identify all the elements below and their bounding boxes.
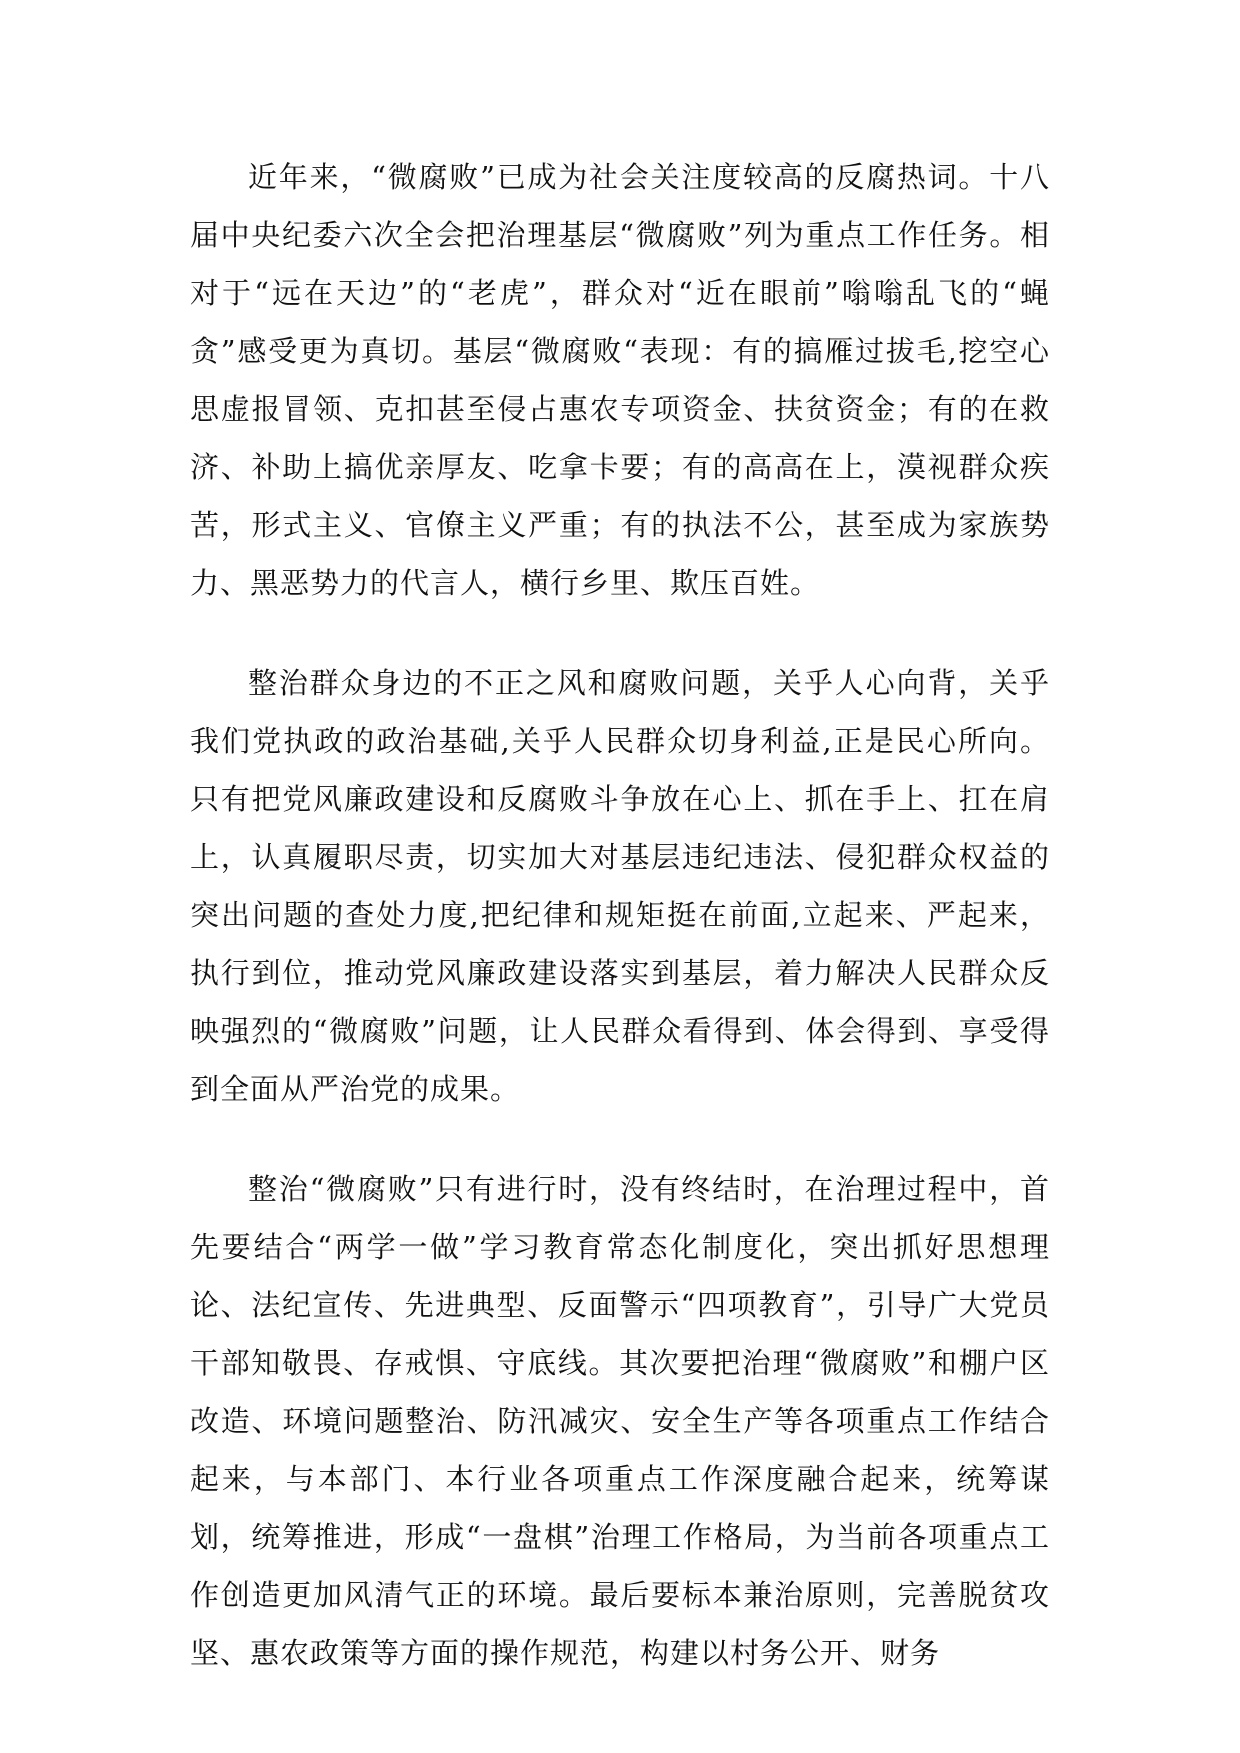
paragraph-1: 近年来，“微腐败”已成为社会关注度较高的反腐热词。十八届中央纪委六次全会把治理基层“微腐败”列为重点工作任务。相对于“远在天边”的“老虎”，群众对“近在眼前”嗡嗡乱飞的“蝇贪”感受更为真切。基层“微腐败“表现：有的搞雁过拔毛,挖空心思虚报冒领、克扣甚至侵占惠农专项资金、扶贫资金；有的在救济、补助上搞优亲厚友、吃拿卡要；有的高高在上，漠视群众疾苦，形式主义、官僚主义严重；有的执法不公，甚至成为家族势力、黑恶势力的代言人，横行乡里、欺压百姓。: [190, 160, 1050, 600]
document-body: [190, 148, 1050, 1682]
paragraph-3: 整治“微腐败”只有进行时，没有终结时，在治理过程中，首先要结合“两学一做”学习教育常态化制度化，突出抓好思想理论、法纪宣传、先进典型、反面警示“四项教育”，引导广大党员干部知敬畏、存戒惧、守底线。其次要把治理“微腐败”和棚户区改造、环境问题整治、防汛减灾、安全生产等各项重点工作结合起来，与本部门、本行业各项重点工作深度融合起来，统筹谋划，统筹推进，形成“一盘棋”治理工作格局，为当前各项重点工作创造更加风清气正的环境。最后要标本兼治原则，完善脱贫攻坚、惠农政策等方面的操作规范，构建以村务公开、财务: [190, 1172, 1050, 1670]
paragraph-2: 整治群众身边的不正之风和腐败问题，关乎人心向背，关乎我们党执政的政治基础,关乎人民群众切身利益,正是民心所向。只有把党风廉政建设和反腐败斗争放在心上、抓在手上、扛在肩上，认真履职尽责，切实加大对基层违纪违法、侵犯群众权益的突出问题的查处力度,把纪律和规矩挺在前面,立起来、严起来，执行到位，推动党风廉政建设落实到基层，着力解决人民群众反映强烈的“微腐败”问题，让人民群众看得到、体会得到、享受得到全面从严治党的成果。: [190, 666, 1050, 1106]
